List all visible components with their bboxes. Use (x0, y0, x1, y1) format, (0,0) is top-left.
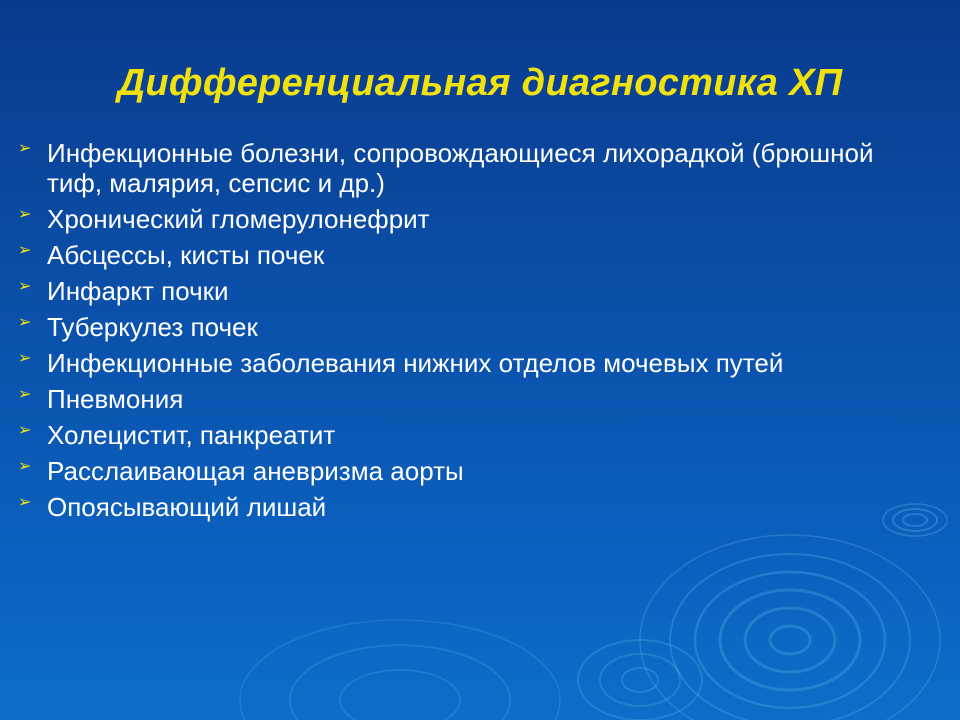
arrow-bullet-icon: ➢ (18, 386, 32, 403)
bullet-item (18, 456, 898, 486)
bullet-text: Хронический гломерулонефрит (47, 204, 430, 234)
arrow-bullet-icon: ➢ (18, 278, 32, 295)
bullet-item (18, 240, 898, 270)
bullet-item (18, 420, 898, 450)
bullet-text: Туберкулез почек (47, 312, 258, 342)
bullet-text: Опоясывающий лишай (47, 492, 327, 522)
bullet-text: Пневмония (47, 384, 184, 414)
bullet-text: Холецистит, панкреатит (47, 420, 336, 450)
bullet-item (18, 492, 898, 522)
bullet-item (18, 204, 898, 234)
arrow-bullet-icon: ➢ (18, 422, 32, 439)
slide-title: Дифференциальная диагностика ХП (117, 62, 843, 104)
arrow-bullet-icon: ➢ (18, 494, 32, 511)
arrow-bullet-icon: ➢ (18, 458, 32, 475)
bullet-list (18, 138, 898, 528)
bullet-text: Абсцессы, кисты почек (47, 240, 325, 270)
arrow-bullet-icon: ➢ (18, 140, 32, 157)
bullet-item (18, 276, 898, 306)
bullet-text: Инфекционные болезни, сопровождающиеся лихорадкой (брюшной тиф, малярия, сепсис и др.) (47, 138, 874, 198)
arrow-bullet-icon: ➢ (18, 350, 32, 367)
bullet-text: Инфаркт почки (47, 276, 229, 306)
bullet-text: Расслаивающая аневризма аорты (47, 456, 464, 486)
arrow-bullet-icon: ➢ (18, 242, 32, 259)
bullet-text: Инфекционные заболевания нижних отделов мочевых путей (47, 348, 784, 378)
bullet-item (18, 312, 898, 342)
bullet-item (18, 384, 898, 414)
bullet-item (18, 348, 898, 378)
arrow-bullet-icon: ➢ (18, 314, 32, 331)
bullet-item (18, 138, 898, 198)
arrow-bullet-icon: ➢ (18, 206, 32, 223)
